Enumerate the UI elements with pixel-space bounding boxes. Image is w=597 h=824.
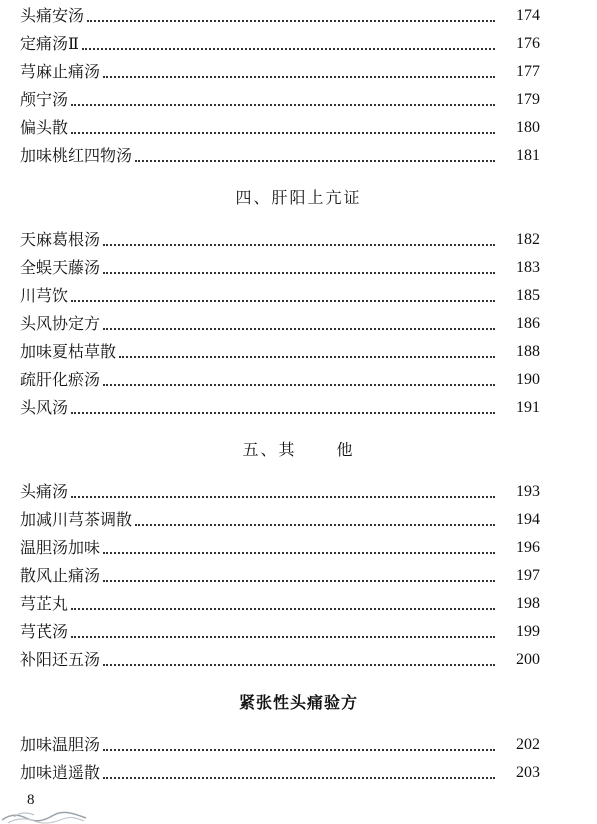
entry-page-number: 194 (516, 511, 540, 528)
entry-page-number: 186 (516, 315, 540, 332)
toc-entry[interactable] (20, 88, 540, 112)
page-number: 8 (27, 792, 35, 808)
toc-entry[interactable] (20, 761, 540, 785)
entry-title: 头风汤 (20, 398, 69, 417)
entry-page-number: 202 (516, 736, 540, 753)
entry-title: 芎芪汤 (20, 622, 69, 641)
dot-leader (103, 383, 495, 386)
entry-title: 加味桃红四物汤 (20, 146, 133, 165)
entry-page-number: 196 (516, 539, 540, 556)
entry-page-number: 188 (516, 343, 540, 360)
entry-title: 疏肝化瘀汤 (20, 370, 101, 389)
toc-entry[interactable] (20, 368, 540, 392)
dot-leader (119, 355, 495, 358)
entry-page-number: 177 (516, 63, 540, 80)
entry-page-number: 190 (516, 371, 540, 388)
entry-title: 偏头散 (20, 118, 69, 137)
toc-entry[interactable] (20, 340, 540, 364)
toc-entry[interactable] (20, 116, 540, 140)
entry-page-number: 200 (516, 651, 540, 668)
entry-page-number: 185 (516, 287, 540, 304)
toc-entry[interactable] (20, 144, 540, 168)
toc-entry[interactable] (20, 592, 540, 616)
toc-entry[interactable] (20, 536, 540, 560)
entry-page-number: 176 (516, 35, 540, 52)
entry-title: 定痛汤Ⅱ (20, 34, 79, 53)
toc-entry[interactable] (20, 480, 540, 504)
entry-title: 芎麻止痛汤 (20, 62, 101, 81)
entry-title: 温胆汤加味 (20, 538, 101, 557)
toc-entry[interactable] (20, 733, 540, 757)
entry-title: 天麻葛根汤 (20, 230, 101, 249)
entry-title: 川芎饮 (20, 286, 69, 305)
toc-entry[interactable] (20, 648, 540, 672)
entry-title: 头风协定方 (20, 314, 101, 333)
toc-entry[interactable] (20, 60, 540, 84)
toc-entry[interactable] (20, 32, 540, 56)
entry-page-number: 182 (516, 231, 540, 248)
dot-leader (71, 103, 495, 106)
dot-leader (71, 607, 495, 610)
dot-leader (103, 271, 495, 274)
toc-entry[interactable] (20, 228, 540, 252)
dot-leader (103, 663, 495, 666)
entry-page-number: 181 (516, 147, 540, 164)
entry-page-number: 198 (516, 595, 540, 612)
entry-title: 加味逍遥散 (20, 763, 101, 782)
entry-page-number: 203 (516, 764, 540, 781)
dot-leader (71, 131, 495, 134)
toc-entry[interactable] (20, 564, 540, 588)
dot-leader (82, 47, 495, 50)
wave-ornament-icon (0, 806, 90, 824)
dot-leader (135, 523, 495, 526)
dot-leader (103, 551, 495, 554)
section-heading (0, 185, 597, 211)
toc-entry[interactable] (20, 4, 540, 28)
heading-gap (297, 437, 337, 463)
entry-title: 加减川芎茶调散 (20, 510, 133, 529)
entry-page-number: 191 (516, 399, 540, 416)
entry-title: 加味温胆汤 (20, 735, 101, 754)
entry-page-number: 199 (516, 623, 540, 640)
dot-leader (71, 635, 495, 638)
entry-title: 头痛安汤 (20, 6, 85, 25)
chapter-heading-text: 紧张性头痛验方 (238, 693, 358, 712)
entry-title: 全蜈天藤汤 (20, 258, 101, 277)
entry-page-number: 193 (516, 483, 540, 500)
toc-entry[interactable] (20, 396, 540, 420)
entry-page-number: 174 (516, 7, 540, 24)
section-heading-text: 他 (336, 440, 355, 459)
entry-title: 加味夏枯草散 (20, 342, 117, 361)
entry-title: 芎芷丸 (20, 594, 69, 613)
dot-leader (103, 748, 495, 751)
entry-title: 补阳还五汤 (20, 650, 101, 669)
entry-title: 颅宁汤 (20, 90, 69, 109)
dot-leader (87, 19, 495, 22)
section-heading-text: 四、肝阳上亢证 (235, 188, 362, 207)
dot-leader (71, 495, 495, 498)
dot-leader (71, 299, 495, 302)
dot-leader (103, 243, 495, 246)
entry-page-number: 180 (516, 119, 540, 136)
dot-leader (103, 776, 495, 779)
dot-leader (71, 411, 495, 414)
toc-entry[interactable] (20, 256, 540, 280)
dot-leader (135, 159, 495, 162)
entry-page-number: 183 (516, 259, 540, 276)
entry-title: 头痛汤 (20, 482, 69, 501)
entry-page-number: 197 (516, 567, 540, 584)
section-heading-text: 五、其 (242, 440, 297, 459)
toc-entry[interactable] (20, 284, 540, 308)
toc-entry[interactable] (20, 312, 540, 336)
section-heading (0, 437, 597, 463)
entry-page-number: 179 (516, 91, 540, 108)
dot-leader (103, 579, 495, 582)
toc-entry[interactable] (20, 620, 540, 644)
dot-leader (103, 75, 495, 78)
entry-title: 散风止痛汤 (20, 566, 101, 585)
dot-leader (103, 327, 495, 330)
chapter-heading (0, 690, 597, 716)
toc-entry[interactable] (20, 508, 540, 532)
